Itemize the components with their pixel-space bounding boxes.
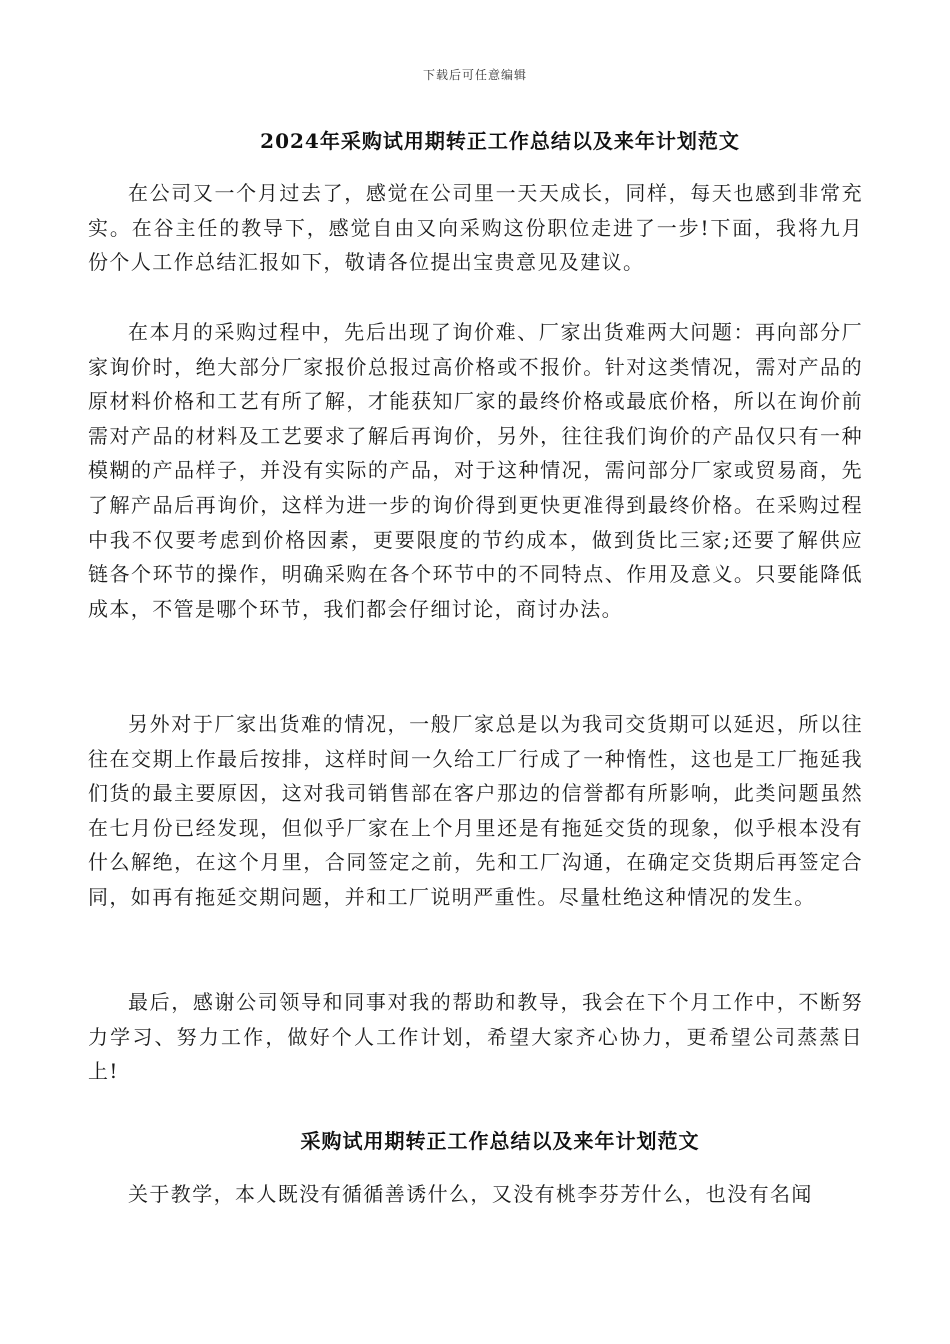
page-header-note: 下载后可任意编辑 <box>422 68 527 82</box>
paragraph: 另外对于厂家出货难的情况，一般厂家总是以为我司交货期可以延迟，所以往往在交期上作最后按排，这样时间一久给工厂行成了一种惰性，这也是工厂拖延我们货的最主要原因，这对我司销售部在客户那边的信誉都有所影响，此类问题虽然在七月份已经发现，但似乎厂家在上个月里还是有拖延交货的现象，似乎根本没有什么解绝，在这个月里，合同签定之前，先和工厂沟通，在确定交货期后再签定合同，如再有拖延交期问题，并和工厂说明严重性。尽量杜绝这种情况的发生。 <box>88 712 863 909</box>
section-title: 采购试用期转正工作总结以及来年计划范文 <box>300 1129 700 1153</box>
paragraph: 关于教学，本人既没有循循善诱什么，又没有桃李芬芳什么，也没有名闻 <box>128 1182 813 1206</box>
document-title: 2024年采购试用期转正工作总结以及来年计划范文 <box>260 129 740 153</box>
paragraph: 在公司又一个月过去了，感觉在公司里一天天成长，同样，每天也感到非常充实。在谷主任的教导下，感觉自由又向采购这份职位走进了一步!下面，我将九月份个人工作总结汇报如下，敬请各位提出宝贵意见及建议。 <box>88 181 863 275</box>
paragraph: 在本月的采购过程中，先后出现了询价难、厂家出货难两大问题：再向部分厂家询价时，绝大部分厂家报价总报过高价格或不报价。针对这类情况，需对产品的原材料价格和工艺有所了解，才能获知厂家的最终价格或最底价格，所以在询价前需对产品的材料及工艺要求了解后再询价，另外，往往我们询价的产品仅只有一种模糊的产品样子，并没有实际的产品，对于这种情况，需问部分厂家或贸易商，先了解产品后再询价，这样为进一步的询价得到更快更准得到最终价格。在采购过程中我不仅要考虑到价格因素，更要限度的节约成本，做到货比三家;还要了解供应链各个环节的操作，明确采购在各个环节中的不同特点、作用及意义。只要能降低成本，不管是哪个环节，我们都会仔细讨论，商讨办法。 <box>88 320 863 621</box>
paragraph: 最后，感谢公司领导和同事对我的帮助和教导，我会在下个月工作中，不断努力学习、努力工作，做好个人工作计划，希望大家齐心协力，更希望公司蒸蒸日上! <box>88 990 863 1084</box>
